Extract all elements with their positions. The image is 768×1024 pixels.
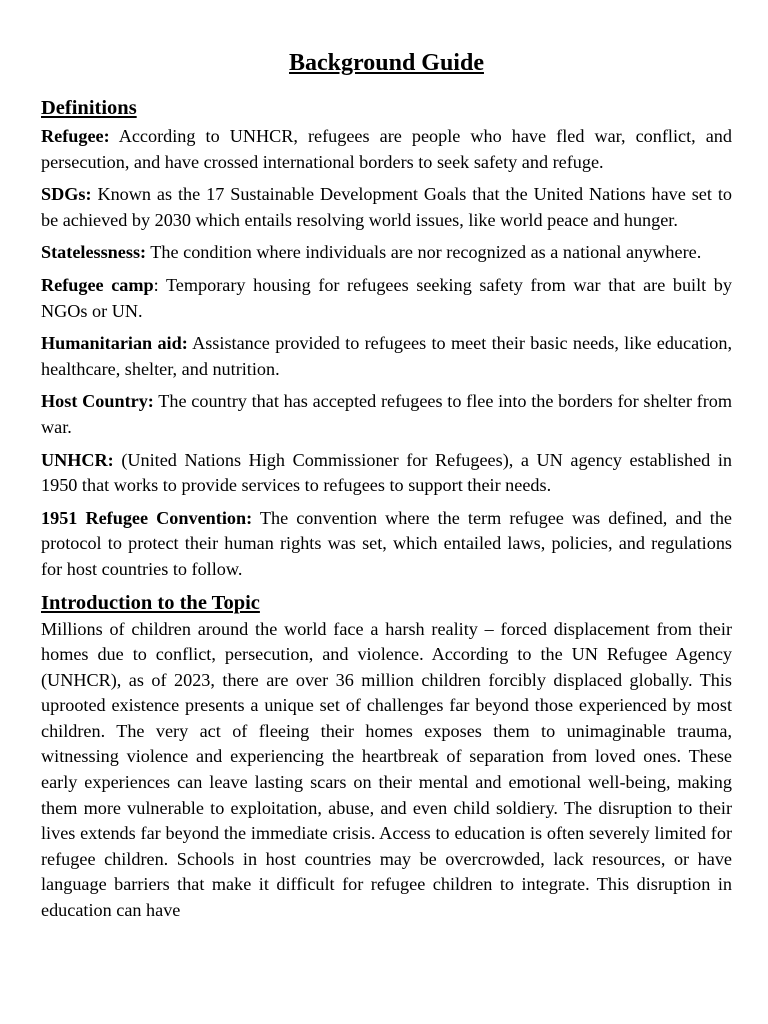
definition-item [41, 124, 732, 175]
definition-term: Refugee: [41, 126, 110, 146]
definition-term: Refugee camp [41, 274, 154, 295]
definition-term: 1951 Refugee Convention: [41, 507, 253, 528]
definition-term: Statelessness: [41, 242, 147, 263]
definition-item [41, 448, 732, 499]
definition-item [41, 273, 732, 324]
definition-text: According to UNHCR, refugees are people who have fled war, conflict, and persecution, and have crossed international borders to seek safety and refuge. [41, 126, 732, 172]
introduction-paragraph: Millions of children around the world face a harsh reality – forced displacement from their homes due to conflict, persecution, and violence. According to the UN Refugee Agency (UNHCR), as of 2023, there are over 36 million children forcibly displaced globally. This uprooted existence presents a unique set of challenges far beyond those experienced by most children. The very act of fleeing their homes exposes them to unimaginable trauma, witnessing violence and experiencing the heartbreak of separation from loved ones. These early experiences can leave lasting scars on their mental and emotional well-being, making them more vulnerable to exploitation, abuse, and even child soldiery. The disruption to their lives extends far beyond the immediate crisis. Access to education is often severely limited for refugee children. Schools in host countries may be overcrowded, lack resources, or have language barriers that make it difficult for refugee children to integrate. This disruption in education can have [41, 618, 732, 921]
definition-term: SDGs: [41, 184, 92, 205]
definition-term: UNHCR: [41, 449, 114, 470]
definition-term: Humanitarian aid: [41, 333, 188, 354]
page-title: Background Guide [289, 50, 484, 76]
definition-item [41, 389, 732, 440]
definition-text: Known as the 17 Sustainable Development Goals that the United Nations have set to be achieved by 2030 which entails resolving world issues, like world peace and hunger. [41, 184, 732, 230]
definitions-heading: Definitions [41, 97, 137, 119]
definitions-list [41, 124, 732, 583]
definition-text: (United Nations High Commissioner for Refugees), a UN agency established in 1950 that works to provide services to refugees to support their needs. [41, 449, 732, 496]
definition-text: : Temporary housing for refugees seeking safety from war that are built by NGOs or UN. [41, 274, 732, 321]
definition-item [41, 240, 732, 266]
definition-text: The convention where the term refugee was defined, and the protocol to protect their human rights was set, which entailed laws, policies, and regulations for host countries to follow. [41, 507, 732, 579]
definition-item [41, 182, 732, 233]
definition-term: Host Country: [41, 391, 154, 412]
definition-text: Assistance provided to refugees to meet their basic needs, like education, healthcare, shelter, and nutrition. [41, 333, 733, 379]
introduction-heading: Introduction to the Topic [41, 591, 260, 614]
document-page [41, 0, 732, 924]
definition-text: The condition where individuals are nor recognized as a national anywhere. [146, 242, 702, 263]
definition-item [41, 331, 732, 382]
definition-text: The country that has accepted refugees to flee into the borders for shelter from war. [41, 391, 732, 437]
definition-item [41, 506, 732, 583]
